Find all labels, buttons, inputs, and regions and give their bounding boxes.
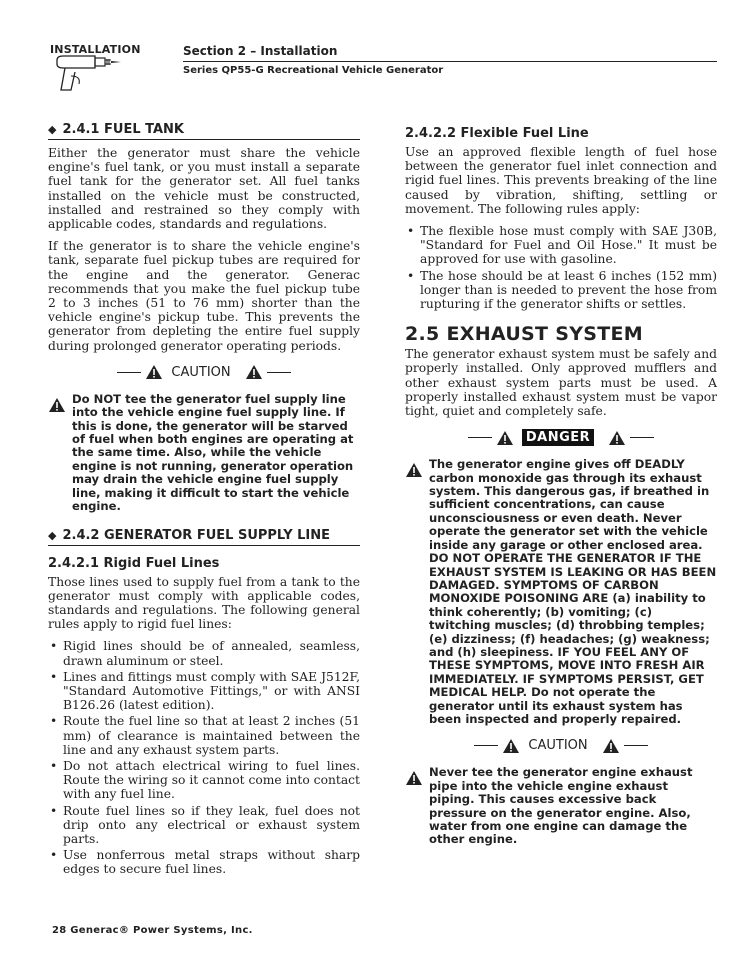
rigid-fuel-lines-paragraph: Those lines used to supply fuel from a tank to the generator must comply with applicable codes, standards and regulations. The following general rules apply to rigid fuel lines: (48, 574, 360, 632)
exhaust-system-heading: 2.5 EXHAUST SYSTEM (405, 323, 643, 346)
caution-label: CAUTION (171, 364, 231, 380)
flexible-fuel-line-paragraph: Use an approved flexible length of fuel hose between the generator fuel inlet connection and rigid fuel lines. This prevents breaking of the line caused by vibration, shifting, settling or movement. The following rules apply: (405, 145, 717, 216)
flexible-fuel-line-heading: 2.4.2.2 Flexible Fuel Line (405, 126, 589, 141)
exhaust-system-paragraph: The generator exhaust system must be safely and properly installed. Only approved mufflers and other exhaust system parts must be used. A properly installed exhaust system must be vapor tight, quiet and completely safe. (405, 347, 717, 419)
warning-triangle-icon (608, 430, 626, 446)
generator-fuel-line-heading: ◆ 2.4.2 GENERATOR FUEL SUPPLY LINE (48, 528, 360, 546)
warning-triangle-icon (245, 364, 263, 380)
hand-drill-icon (55, 54, 125, 96)
list-item: • Route the fuel line so that at least 2 inches (51 mm) of clearance is maintained between the line and any exhaust system parts. (48, 714, 360, 757)
caution-header (405, 736, 717, 760)
warning-triangle-icon (502, 738, 520, 754)
series-title: Series QP55-G Recreational Vehicle Generator (183, 65, 444, 76)
header-installation: INSTALLATION (50, 43, 141, 56)
warning-triangle-icon (145, 364, 163, 380)
fuel-tank-paragraph-2: If the generator is to share the vehicle engine's tank, separate fuel pickup tubes are required for the engine and the generator. Generac recommends that you make the fuel pickup tube 2 to 3 inches (51 to 76 mm) shorter than the vehicle engine's pickup tube. This prevents the generator from depleting the entire fuel supply during prolonged generator operating periods. (48, 239, 360, 353)
header-rule (183, 61, 717, 62)
fuel-tank-heading: ◆ 2.4.1 FUEL TANK (48, 122, 360, 140)
left-column (48, 122, 360, 879)
list-item: • The flexible hose must comply with SAE J30B, "Standard for Fuel and Oil Hose." It must be approved for use with gasoline. (405, 224, 717, 267)
caution-message: Do NOT tee the generator fuel supply line into the vehicle engine fuel supply line. If this is done, the generator will be starved of fuel when both engines are operating at the same time. Also, while the vehicle engine is not running, generator operation may drain the vehicle engine fuel supply line, making it difficult to start the vehicle engine. (48, 393, 360, 514)
caution-label: CAUTION (528, 738, 588, 754)
list-item: • Rigid lines should be of annealed, seamless, drawn aluminum or steel. (48, 639, 360, 667)
diamond-icon: ◆ (48, 123, 57, 136)
diamond-icon: ◆ (48, 528, 57, 542)
rigid-fuel-lines-heading: 2.4.2.1 Rigid Fuel Lines (48, 555, 220, 571)
warning-triangle-icon (405, 770, 423, 786)
danger-message: The generator engine gives off DEADLY carbon monoxide gas through its exhaust system. This dangerous gas, if breathed in sufficient concentrations, can cause unconsciousness or even death. Never operate the generator set with the vehicle inside any garage or other enclosed area. DO NOT OPERATE THE GENERATOR IF THE EXHAUST SYSTEM IS LEAKING OR HAS BEEN DAMAGED. SYMPTOMS OF CARBON MONOXIDE POISONING ARE (a) inability to think coherently; (b) vomiting; (c) twitching muscles; (d) throbbing temples; (e) dizziness; (f) headaches; (g) weakness; and (h) sleepiness. IF YOU FEEL ANY OF THESE SYMPTOMS, MOVE INTO FRESH AIR IMMEDIATELY. IF SYMPTOMS PERSIST, GET MEDICAL HELP. Do not operate the generator until its exhaust system has been inspected and properly repaired. (405, 458, 717, 726)
right-column (405, 122, 717, 847)
page-footer: 28 Generac® Power Systems, Inc. (52, 925, 253, 936)
warning-triangle-icon (602, 738, 620, 754)
danger-label: DANGER (522, 429, 594, 446)
list-item: • Lines and fittings must comply with SAE J512F, "Standard Automotive Fittings," or with ANSI B126.26 (latest edition). (48, 670, 360, 713)
warning-triangle-icon (48, 397, 66, 413)
list-item: • Route fuel lines so if they leak, fuel does not drip onto any electrical or exhaust system parts. (48, 804, 360, 847)
danger-header (405, 428, 717, 452)
warning-triangle-icon (405, 462, 423, 478)
list-item: • The hose should be at least 6 inches (152 mm) longer than is needed to prevent the hose from rupturing if the generator shifts or settles. (405, 269, 717, 312)
caution-header (48, 363, 360, 387)
fuel-tank-paragraph-1: Either the generator must share the vehicle engine's fuel tank, or you must install a separate fuel tank for the generator set. All fuel tanks installed on the vehicle must be constructed, installed and restrained so they comply with applicable codes, standards and regulations. (48, 146, 360, 232)
section-title: Section 2 – Installation (183, 44, 338, 58)
flexible-fuel-line-list (405, 224, 717, 311)
rigid-fuel-lines-list (48, 639, 360, 876)
list-item: • Use nonferrous metal straps without sharp edges to secure fuel lines. (48, 848, 360, 876)
caution-message: Never tee the generator engine exhaust pipe into the vehicle engine exhaust piping. This causes excessive back pressure on the generator engine. Also, water from one engine can damage the other engine. (405, 766, 717, 846)
warning-triangle-icon (496, 430, 514, 446)
list-item: • Do not attach electrical wiring to fuel lines. Route the wiring so it cannot come into contact with any fuel line. (48, 759, 360, 802)
